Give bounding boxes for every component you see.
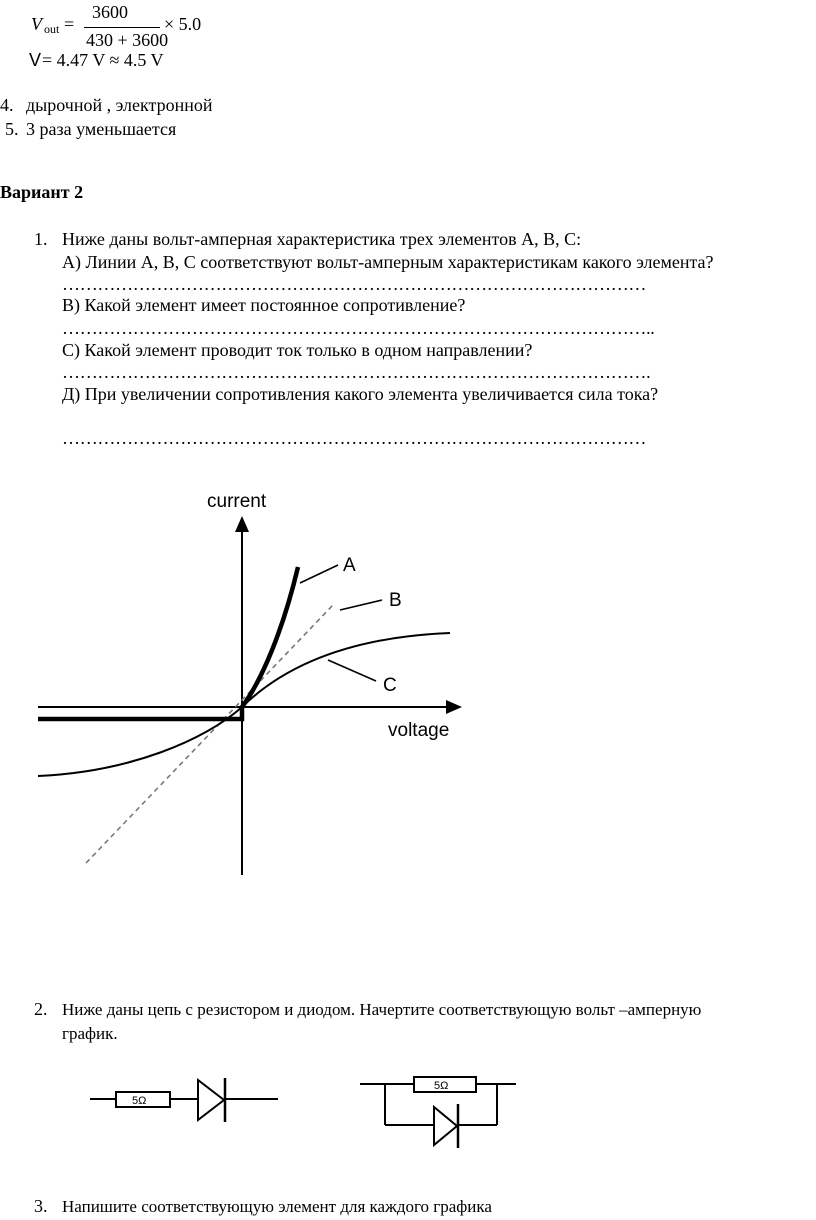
curve-label-c: C: [383, 675, 397, 696]
answer-5-num: 5.: [5, 119, 19, 139]
diode-symbol: [198, 1080, 224, 1120]
leader-line-c: [328, 660, 376, 681]
formula-times: × 5.0: [164, 14, 202, 34]
formula-numerator: 3600: [92, 2, 128, 22]
leader-line-b: [340, 600, 382, 610]
y-axis-label: current: [207, 491, 267, 512]
x-axis-arrow: [446, 700, 462, 714]
curve-a-line: [38, 567, 298, 719]
q1-answer-line-c: ……………………………………………………………………………………….: [62, 362, 651, 382]
x-axis-label: voltage: [388, 720, 450, 741]
q3-number: 3.: [34, 1196, 48, 1216]
q2-text-line1: Ниже даны цепь с резистором и диодом. Начертите соответствующую вольт –амперную: [62, 1000, 702, 1019]
formula-result-symbol: V: [29, 50, 42, 70]
resistor-label: 5Ω: [132, 1095, 147, 1107]
y-axis-arrow: [235, 516, 249, 532]
curve-label-a: A: [343, 555, 356, 576]
fraction-bar: [84, 27, 160, 28]
leader-line-a: [300, 565, 338, 583]
q1-part-a: A) Линии A, B, C соответствуют вольт-амперным характеристикам какого элемента?: [62, 252, 714, 272]
q1-part-b: B) Какой элемент имеет постоянное сопротивление?: [62, 295, 466, 315]
formula-denominator: 430 + 3600: [86, 30, 169, 50]
q1-number: 1.: [34, 229, 48, 249]
q1-answer-line-b: ………………………………………………………………………………………..: [62, 318, 655, 338]
q1-part-c: C) Какой элемент проводит ток только в одном направлении?: [62, 340, 533, 360]
answer-4-num: 4.: [0, 95, 14, 115]
series-circuit-diagram: [90, 1070, 290, 1134]
q3-text: Напишите соответствующую элемент для каждого графика: [62, 1197, 492, 1216]
q1-intro: Ниже даны вольт-амперная характеристика трех элементов A, B, C:: [62, 229, 582, 249]
answer-4-text: дырочной , электронной: [26, 95, 213, 115]
q1-part-d: Д) При увеличении сопротивления какого элемента увеличивается сила тока?: [62, 384, 659, 404]
q1-answer-line-d: ………………………………………………………………………………………: [62, 428, 647, 448]
parallel-circuit-diagram: [356, 1070, 526, 1160]
q1-answer-line-a: ………………………………………………………………………………………: [62, 274, 647, 294]
formula-v-subscript: out: [44, 22, 60, 36]
formula-result: = 4.47 V ≈ 4.5 V: [42, 50, 164, 70]
formula-equals: =: [64, 14, 75, 34]
formula-v-symbol: V: [31, 14, 42, 34]
answer-5-text: 3 раза уменьшается: [26, 119, 177, 139]
parallel-resistor-label: 5Ω: [434, 1080, 449, 1092]
variant-title: Вариант 2: [0, 182, 84, 202]
curve-label-b: B: [389, 590, 402, 611]
parallel-diode-symbol: [434, 1107, 457, 1145]
q2-number: 2.: [34, 999, 48, 1019]
iv-characteristic-graph: [0, 480, 480, 880]
q2-text-line2: график.: [62, 1024, 118, 1043]
curve-b-line: [86, 605, 333, 863]
